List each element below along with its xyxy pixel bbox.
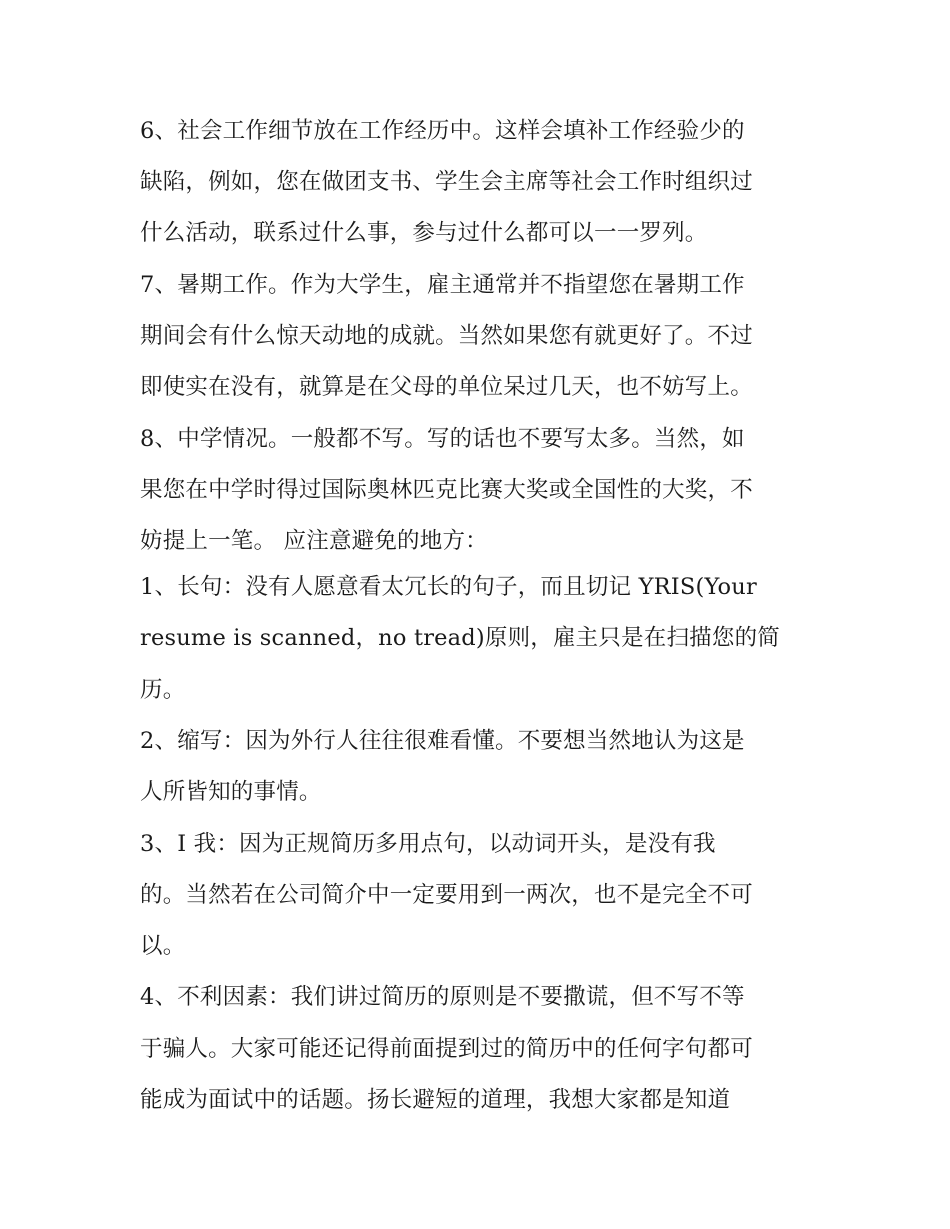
text-line: 7、暑期工作。作为大学生，雇主通常并不指望您在暑期工作 <box>140 272 745 298</box>
text-line: 8、中学情况。一般都不写。写的话也不要写太多。当然，如 <box>140 426 745 452</box>
text-line: resume is scanned，no tread)原则，雇主只是在扫描您的简 <box>140 625 780 651</box>
text-line: 4、不利因素：我们讲过简历的原则是不要撒谎，但不写不等 <box>140 984 745 1010</box>
text-line: 历。 <box>140 677 186 703</box>
text-line: 能成为面试中的话题。扬长避短的道理，我想大家都是知道 <box>140 1087 731 1113</box>
text-line: 期间会有什么惊天动地的成就。当然如果您有就更好了。不过 <box>140 323 753 349</box>
text-line: 什么活动，联系过什么事，参与过什么都可以一一罗列。 <box>140 220 708 246</box>
text-line: 2、缩写：因为外行人往往很难看懂。不要想当然地认为这是 <box>140 728 745 754</box>
text-line: 1、长句：没有人愿意看太冗长的句子，而且切记 YRIS(Your <box>140 574 757 600</box>
text-line: 6、社会工作细节放在工作经历中。这样会填补工作经验少的 <box>140 118 745 144</box>
text-line: 以。 <box>140 933 186 959</box>
text-line: 妨提上一笔。 应注意避免的地方： <box>140 528 488 554</box>
text-line: 果您在中学时得过国际奥林匹克比赛大奖或全国性的大奖，不 <box>140 477 753 503</box>
text-line: 缺陷，例如，您在做团支书、学生会主席等社会工作时组织过 <box>140 169 753 195</box>
text-line: 于骗人。大家可能还记得前面提到过的简历中的任何字句都可 <box>140 1036 753 1062</box>
text-line: 即使实在没有，就算是在父母的单位呆过几天，也不妨写上。 <box>140 374 753 400</box>
text-line: 的。当然若在公司简介中一定要用到一两次，也不是完全不可 <box>140 882 753 908</box>
text-line: 人所皆知的事情。 <box>140 779 322 805</box>
text-line: 3、I 我：因为正规简历多用点句，以动词开头，是没有我 <box>140 831 716 857</box>
